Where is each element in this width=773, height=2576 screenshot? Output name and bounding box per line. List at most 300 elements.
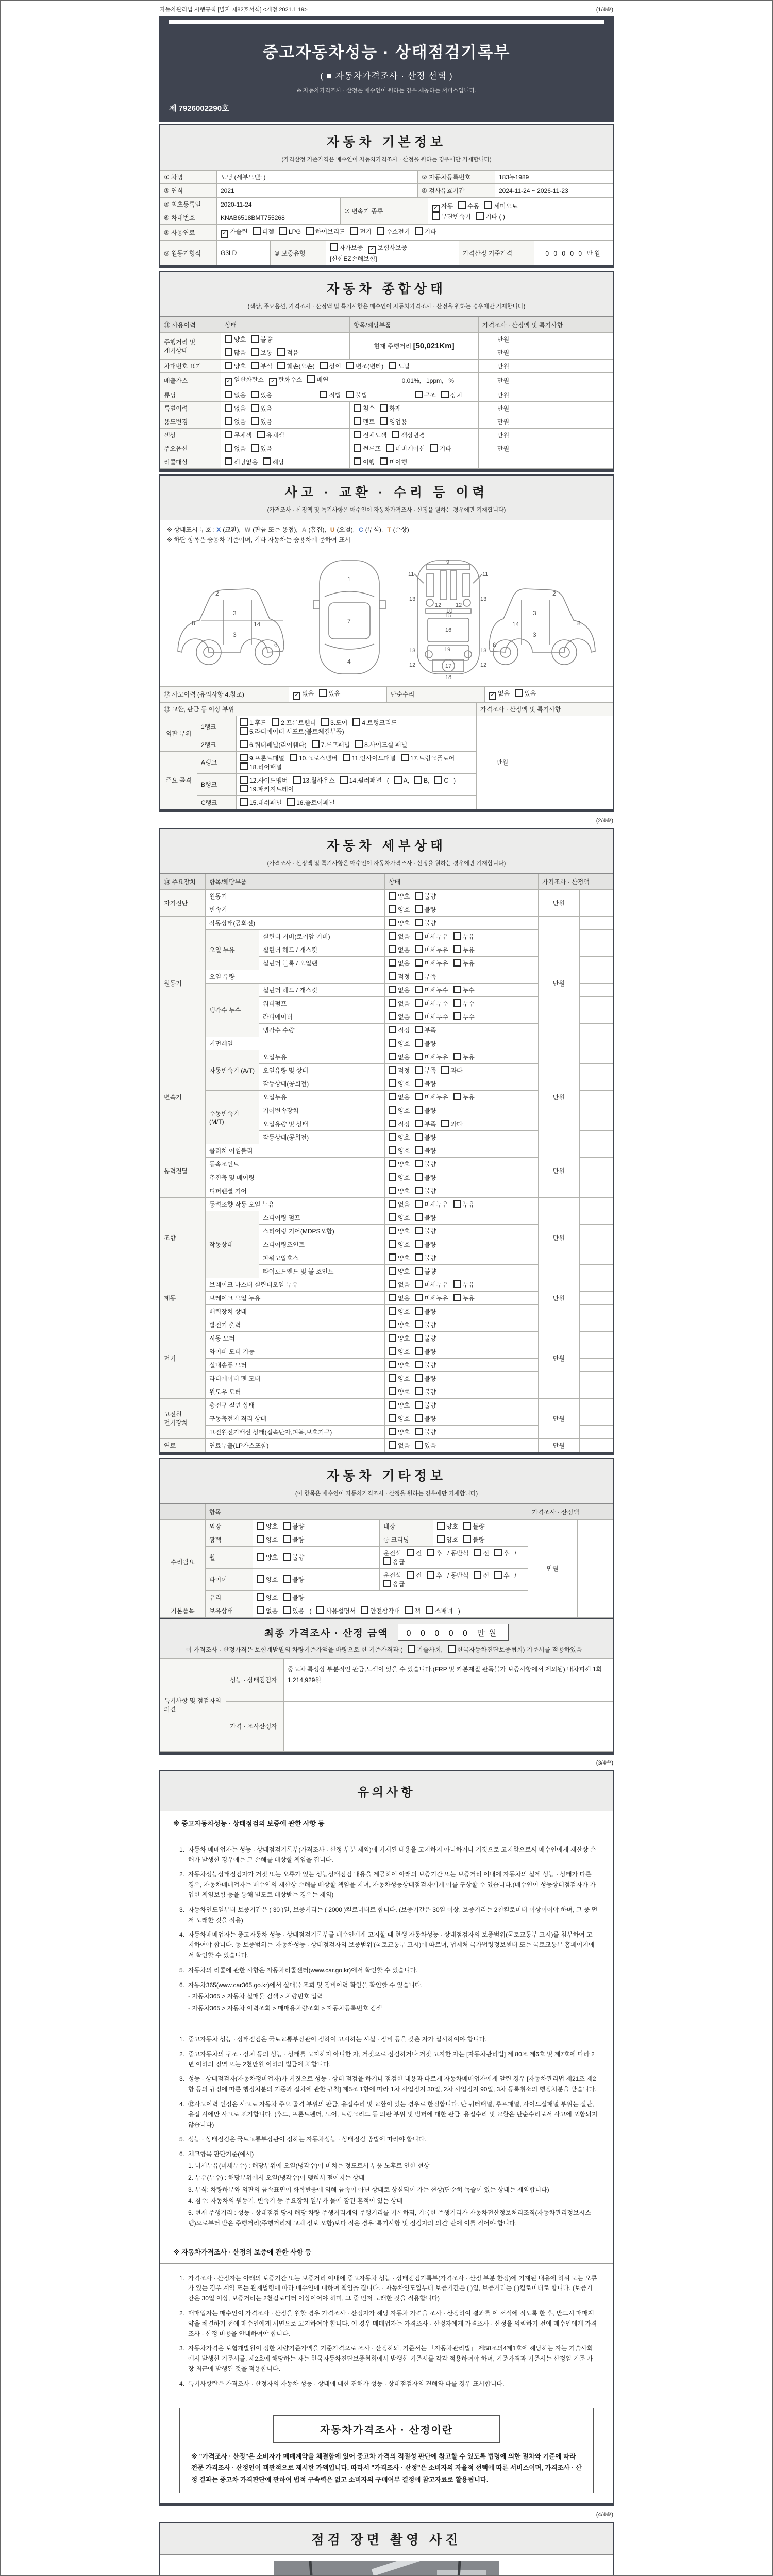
notice-number: 4. <box>179 2100 184 2108</box>
checkbox-icon <box>389 905 396 913</box>
section-subtitle: (색상, 주요옵션, 가격조사 · 산정액 및 특기사항은 매수인이 자동차가격조사 · 산정을 원하는 경우에만 기재합니다) <box>247 303 526 310</box>
checkbox-icon <box>389 1066 396 1074</box>
basic-table-1 <box>160 170 613 197</box>
section-title: 점검 장면 촬영 사진 <box>311 2533 462 2548</box>
note-cell <box>580 996 613 1010</box>
notices-body <box>160 1811 613 2400</box>
checkbox-icon <box>389 1294 396 1301</box>
checkbox-option: 누유 <box>453 1281 475 1289</box>
note-cell <box>580 1345 613 1358</box>
checkbox-icon <box>458 201 466 209</box>
checkbox-option: 안전삼각대 <box>361 1607 400 1615</box>
checkbox-option: 적정 <box>389 973 410 980</box>
price-unit: 만원 <box>539 1278 580 1318</box>
checkbox-option: 있음 <box>251 405 272 412</box>
checkbox-option: 7.루프패널 <box>312 741 350 749</box>
checkbox-icon <box>415 1267 423 1275</box>
page-number-3: (3/4쪽) <box>596 1759 613 1766</box>
status-options <box>385 943 539 956</box>
checkbox-icon <box>453 932 461 940</box>
checkbox-icon <box>377 227 384 235</box>
checkbox-icon <box>415 1187 423 1194</box>
checkbox-icon <box>321 718 329 726</box>
checkbox-option: 수동 <box>458 202 479 210</box>
checkbox-option: 없음 <box>389 1295 410 1302</box>
price-unit: 만원 <box>539 1318 580 1398</box>
note-cell <box>580 1238 613 1251</box>
device-group-label: 전기 <box>160 1318 206 1398</box>
column-header <box>160 1504 206 1519</box>
status-options <box>253 1519 380 1533</box>
item-label: 실린더 블록 / 오일팬 <box>259 956 385 970</box>
svg-text:12: 12 <box>409 662 416 668</box>
checkbox-option: 양호 <box>225 336 246 343</box>
svg-text:4: 4 <box>347 657 351 665</box>
tuning-cell <box>221 388 479 402</box>
checkbox-icon <box>415 1106 423 1114</box>
rank-options <box>237 751 477 773</box>
checkbox-option: 불량 <box>415 1388 436 1396</box>
note-cell <box>580 1077 613 1090</box>
status-options <box>385 1318 539 1331</box>
basic-table-3 <box>160 225 613 241</box>
checkbox-icon <box>389 362 396 369</box>
price-unit: 만원 <box>479 415 528 429</box>
checkbox-icon <box>476 212 484 220</box>
section-subtitle: (가격조사 · 산정액 및 특기사항은 매수인이 자동차가격조사 · 산정을 원하는 경우에만 기재합니다) <box>267 860 506 867</box>
section-basic-header <box>160 125 613 170</box>
status-options <box>385 1090 539 1104</box>
checkbox-option: 영업용 <box>380 418 407 426</box>
checkbox-option: 네비게이션 <box>386 445 425 452</box>
appraiser-label: 가격 · 조사산정자 <box>226 1701 284 1751</box>
checkbox-icon <box>415 1428 423 1435</box>
field-label: ④ 검사유효기간 <box>418 184 495 197</box>
emission-options <box>225 375 334 386</box>
notice-text: 특기사항란은 가격조사 · 산정자의 자동차 성능 · 상태에 대한 견해가 성능 · 상태점검자의 견해와 다를 경우 표시합니다. <box>188 2380 505 2387</box>
checkbox-option: 불량 <box>415 1188 436 1195</box>
rank-options <box>237 795 477 809</box>
checkbox-icon <box>320 362 328 369</box>
status-options <box>385 1144 539 1157</box>
checkbox-option: 양호 <box>257 1554 278 1561</box>
rank-label: B랭크 <box>197 773 237 795</box>
checkbox-option: 불량 <box>415 1348 436 1355</box>
device-group-label: 원동기 <box>160 916 206 1050</box>
note-cell <box>580 970 613 983</box>
notice-number: 2. <box>179 2050 184 2058</box>
checkbox-icon <box>225 444 232 452</box>
checkbox-option: 불량 <box>415 1335 436 1342</box>
checkbox-option: 전 <box>407 1572 422 1579</box>
note-cell <box>580 1211 613 1224</box>
checkbox-option: 누수 <box>453 987 475 994</box>
option-text: 운전석 <box>383 1571 401 1579</box>
checkbox-icon <box>408 1645 415 1653</box>
item-label: 오일누유 <box>259 1090 385 1104</box>
checkbox-icon <box>415 999 423 1007</box>
checkbox-option: 불량 <box>415 1134 436 1141</box>
svg-text:16: 16 <box>445 626 452 633</box>
checkbox-option: B, <box>414 777 429 784</box>
checkbox-option: 자가보증 <box>330 244 363 251</box>
detail-row <box>160 1438 613 1452</box>
checkbox-option: ✓ 보험사보증 <box>368 244 407 251</box>
checkbox-option: 해당 <box>263 459 284 466</box>
notice-number: 6. <box>179 1981 184 1989</box>
checkbox-option: 잭 <box>405 1607 421 1615</box>
section-photos-header <box>160 2523 613 2555</box>
status-options <box>385 1211 539 1224</box>
note-cell <box>528 333 613 346</box>
checkbox-icon <box>251 391 259 398</box>
column-header: ⑪ 사용이력 <box>160 317 221 333</box>
checkbox-checked-icon: ✓ <box>293 692 300 700</box>
svg-text:2: 2 <box>215 589 219 597</box>
checkbox-icon <box>251 417 259 425</box>
checkbox-icon <box>426 1606 433 1614</box>
status-options <box>385 1050 539 1063</box>
device-group-label: 제동 <box>160 1278 206 1318</box>
emission-values <box>402 377 475 384</box>
svg-text:3: 3 <box>233 609 237 617</box>
status-options <box>385 1023 539 1037</box>
item-label: 브레이크 마스터 실린더오일 누유 <box>206 1278 385 1291</box>
table-row <box>160 171 613 184</box>
checkbox-option: 누유 <box>453 946 475 954</box>
checkbox-option: 없음 <box>389 1054 410 1061</box>
notice-number: 5. <box>179 2136 184 2143</box>
svg-text:12: 12 <box>435 602 442 608</box>
checkbox-icon <box>453 1012 461 1020</box>
item-label: 동력조향 작동 오일 누유 <box>206 1197 385 1211</box>
note-cell <box>580 1291 613 1304</box>
checkbox-icon <box>389 932 396 940</box>
checkbox-icon <box>389 1106 396 1114</box>
svg-text:2: 2 <box>552 589 556 597</box>
checkbox-icon <box>415 905 423 913</box>
row-label: 타이어 <box>206 1568 253 1590</box>
checkbox-icon <box>225 404 232 412</box>
note-cell <box>580 1318 613 1331</box>
checkbox-icon <box>389 972 396 980</box>
section-detail-header <box>160 829 613 874</box>
law-reference: 자동차관리법 시행규칙 [별지 제82호서식] <개정 2021.1.19> <box>160 7 308 13</box>
checkbox-option: 17.트렁크플로어 <box>401 755 455 762</box>
checkbox-option: 불량 <box>415 1362 436 1369</box>
checkbox-icon <box>240 718 248 726</box>
svg-text:3: 3 <box>533 609 536 617</box>
notice-text: ⑫사고이력 인정은 사고로 자동차 주요 골격 부위의 판금, 용접수리 및 교환이 있는 경우로 한정합니다. 단 쿼터패널, 루프패널, 사이드실패널 부위는 절단, 용접 시에만 사고로 표기합니다. (후드, 프론트펜더, 도어, 트렁크리드 등 외판 부위 및 범퍼에 대한 판금, 용접수리 및 교환은 단순수리로서 사고에 포함되지 않습니다) <box>188 2100 598 2128</box>
note-cell <box>580 1184 613 1197</box>
checkbox-option: 불량 <box>415 893 436 900</box>
checkbox-option: 16.플로어패널 <box>287 799 335 806</box>
price-unit: 만원 <box>479 388 528 402</box>
status-options <box>221 442 350 455</box>
option-text: / 동반석 <box>447 1571 469 1579</box>
row-label: 주요옵션 <box>160 442 221 455</box>
checkbox-icon <box>283 1522 291 1530</box>
status-options <box>253 1546 380 1568</box>
item-label: 실린더 헤드 / 개스킷 <box>259 983 385 996</box>
checkbox-option: 양호 <box>225 363 246 370</box>
table-row <box>160 455 613 469</box>
checkbox-option: LPG <box>279 228 301 235</box>
checkbox-option: 침수 <box>354 405 375 412</box>
note-cell <box>580 929 613 943</box>
notice-number: 4. <box>179 1931 184 1939</box>
notice-text: 자동차365(www.car365.go.kr)에서 실매물 조회 및 정비이력 확인을 확인할 수 있습니다. - 자동차365 > 자동차 실매물 검색 > 차량번호 입력 - 자동차365 > 자동차 이력조회 > 매매용차량조회 > 자동차등록번호 검색 <box>188 1980 423 2014</box>
checkbox-option: 19.패키지트레이 <box>240 786 294 793</box>
checkbox-icon <box>437 1535 445 1543</box>
notice-number: 1. <box>179 2274 184 2282</box>
panel-rank-table <box>160 702 613 809</box>
transmission-options <box>428 198 613 225</box>
checkbox-icon <box>389 1401 396 1409</box>
checkbox-option: 누유 <box>453 933 475 940</box>
note-cell <box>580 1063 613 1077</box>
item-label: 시동 모터 <box>206 1331 385 1345</box>
checkbox-option: 누수 <box>453 1000 475 1007</box>
detail-row <box>160 1197 613 1211</box>
svg-text:11: 11 <box>482 571 489 578</box>
notice-subitem: 4. 침수: 자동차의 원동기, 변속기 등 주요장치 일부가 물에 잠긴 흔적이 있는 상태 <box>188 2197 403 2205</box>
checkbox-option: 양호 <box>389 1161 410 1168</box>
device-group-label: 조향 <box>160 1197 206 1278</box>
table-row <box>160 686 613 702</box>
field-label: 가격산정 기준가격 <box>459 241 534 265</box>
checkbox-icon <box>389 999 396 1007</box>
checkbox-option: 후 <box>494 1572 510 1579</box>
notice-block <box>160 2264 613 2400</box>
notice-item <box>176 1930 598 1960</box>
note-cell <box>580 1104 613 1117</box>
status-code-desc: (손상) <box>393 526 409 533</box>
notice-item <box>176 2379 598 2389</box>
svg-text:14: 14 <box>254 620 261 628</box>
row-label: 내장 <box>380 1519 433 1533</box>
checkbox-option: 없음 <box>389 1000 410 1007</box>
status-code-desc: (부식), <box>365 526 383 533</box>
note-cell <box>528 346 613 360</box>
checkbox-option: 양호 <box>389 1321 410 1329</box>
checkbox-option: 있음 <box>283 1607 304 1615</box>
row-label: 튜닝 <box>160 388 221 402</box>
notice-item <box>176 2049 598 2070</box>
status-options <box>385 903 539 916</box>
wheel-position-options <box>380 1546 528 1568</box>
checkbox-icon <box>407 1571 414 1579</box>
price-unit: 만원 <box>479 360 528 373</box>
note-cell <box>580 983 613 996</box>
status-options <box>385 1104 539 1117</box>
checkbox-option: 스패너 <box>426 1607 453 1615</box>
notice-subitem: 1. 미세누유(미세누수) : 해당부위에 오일(냉각수)이 비치는 정도로서 부품 노후로 인한 현상 <box>188 2162 430 2170</box>
rank-label: 2랭크 <box>197 738 237 751</box>
item-options <box>350 402 479 415</box>
checkbox-icon <box>453 959 461 967</box>
notice-block <box>160 2025 613 2240</box>
checkbox-option: 적정 <box>389 1121 410 1128</box>
section-subtitle: (가격산정 기준가격은 매수인이 자동차가격조사 · 산정을 원하는 경우에만 기재합니다) <box>281 157 492 163</box>
checkbox-icon <box>494 1571 502 1579</box>
item-label: 와이퍼 모터 기능 <box>206 1345 385 1358</box>
price-unit: 만원 <box>539 1050 580 1144</box>
row-label: 보유상태 <box>206 1604 253 1617</box>
table-row <box>160 184 613 197</box>
note-cell <box>528 373 613 388</box>
svg-text:6: 6 <box>493 641 496 649</box>
accident-history-table <box>160 686 613 702</box>
note-cell <box>528 388 613 402</box>
checkbox-option: 11.인사이드패널 <box>343 755 396 762</box>
checkbox-option: 양호 <box>389 1348 410 1355</box>
item-label: 오일누유 <box>259 1050 385 1063</box>
checkbox-option: 하이브리드 <box>306 228 345 235</box>
mileage-value: [50,021Km] <box>413 342 455 350</box>
checkbox-icon <box>354 431 361 438</box>
checkbox-icon <box>389 892 396 900</box>
photo-area <box>160 2555 613 2576</box>
row-label: 색상 <box>160 429 221 442</box>
notice-item <box>176 2149 598 2229</box>
status-options <box>385 1184 539 1197</box>
checkbox-option: 불량 <box>415 1161 436 1168</box>
checkbox-icon <box>279 227 287 235</box>
status-code: U <box>330 526 335 533</box>
checkbox-icon <box>307 375 315 383</box>
rank-label: A랭크 <box>197 751 237 773</box>
note-cell <box>528 415 613 429</box>
row-label: 유리 <box>206 1590 253 1604</box>
note-cell <box>528 455 613 469</box>
checkbox-icon <box>415 972 423 980</box>
item-label: 냉각수 수량 <box>259 1023 385 1037</box>
checkbox-icon <box>240 762 248 770</box>
checkbox-icon <box>453 1280 461 1288</box>
checkbox-option: 불량 <box>415 1147 436 1155</box>
note-cell <box>580 1425 613 1438</box>
status-options <box>385 1412 539 1425</box>
checkbox-icon <box>257 1606 264 1614</box>
checkbox-icon <box>453 1294 461 1301</box>
checkbox-icon <box>251 362 259 369</box>
notice-number: 2. <box>179 2310 184 2317</box>
checkbox-icon <box>293 776 301 784</box>
section-overall-condition <box>159 271 614 472</box>
notice-subitem: - 자동차365 > 자동차 실매물 검색 > 차량번호 입력 <box>188 1993 323 2001</box>
checkbox-option: 기타 ( ) <box>476 213 505 221</box>
checkbox-option: 미세누유 <box>415 946 448 954</box>
column-header: 가격조사 · 산정액 및 특기사항 <box>479 317 613 333</box>
svg-text:14: 14 <box>512 620 519 628</box>
checkbox-option: 응급 <box>383 1581 405 1588</box>
notice-item <box>176 2344 598 2374</box>
checkbox-option: ✓ 탄화수소 <box>269 376 302 383</box>
status-options <box>433 1533 528 1546</box>
checkbox-icon <box>415 1253 423 1261</box>
notice-text: 체크항목 판단기준(예시) 1. 미세누유(미세누수) : 해당부위에 오일(냉각수)이 비치는 정도로서 부품 노후로 인한 현상 2. 누유(누수) : 해당부위에서 오일(냉각수)이 맺혀서 떨어지는 상태 3. 부식: 차량하부와 외판의 금속표면이 화학반응에 의해 금속이 아닌 상태로 상실되어 가는 현상(단순히 녹슬어 있는 상태는 제외합니다) 4. 침수: 자동차의 원동기, 변속기 등 주요장치 일부가 물에 잠긴 흔적이 있는 상태 5. 현재 주행거리 : 성능 · 상태점검 당시 해당 차량 주행거리계의 주행거리를 기록하되, 기록한 주행거리가 자동차전산정보처리조직(자동차관리정보시스템)으로부터 받은 주행거리(주행거리계 교체 정보 포함)보다 적은 경우 '특기사항 및 점검자의 의견' 란에 이를 적어야 합니다. <box>188 2149 598 2229</box>
checkbox-option: 불량 <box>415 920 436 927</box>
checkbox-icon <box>354 404 361 412</box>
item-options <box>350 442 479 455</box>
checkbox-option: 양호 <box>389 1107 410 1114</box>
checkbox-option: 불량 <box>463 1536 484 1544</box>
checkbox-option: 기술사회, <box>408 1646 443 1653</box>
checkbox-option: 양호 <box>257 1594 278 1601</box>
table-row <box>160 442 613 455</box>
section-subtitle: (가격조사 · 산정액 및 특기사항은 매수인이 자동차가격조사 · 산정을 원하는 경우에만 기재합니다) <box>267 507 506 513</box>
checkbox-icon <box>240 740 248 748</box>
option-text: / 동반석 <box>447 1549 469 1557</box>
notice-number: 1. <box>179 2035 184 2043</box>
status-options <box>221 333 350 346</box>
checkbox-option: A, <box>394 777 409 784</box>
price-unit: 만원 <box>539 1398 580 1438</box>
checkbox-option: 양호 <box>389 1040 410 1047</box>
checkbox-option: 불량 <box>463 1523 484 1530</box>
checkbox-option: 미세누유 <box>415 933 448 940</box>
table-row <box>160 402 613 415</box>
checkbox-icon <box>346 362 354 369</box>
sub-group-label: 오일 누유 <box>206 929 259 970</box>
checkbox-option: 있음 <box>251 445 272 452</box>
checkbox-option: 누유 <box>453 960 475 967</box>
item-label: 디퍼렌셜 기어 <box>206 1184 385 1197</box>
overall-table <box>160 317 613 469</box>
notice-subitem: 5. 현재 주행거리 : 성능 · 상태점검 당시 해당 차량 주행거리계의 주행거리를 기록하되, 기록한 주행거리가 자동차전산정보처리조직(자동차관리정보시스템)으로부터 받은 주행거리(주행거리계 교체 정보 포함)보다 적은 경우 '특기사항 및 점검자의 의견' 란에 이를 적어야 합니다. <box>188 2209 591 2227</box>
checkbox-option: 없음 <box>389 933 410 940</box>
appraiser-comment <box>284 1701 613 1751</box>
checkbox-icon <box>453 986 461 993</box>
status-options <box>385 1224 539 1238</box>
note-cell <box>580 943 613 956</box>
checkbox-option: 2.프론트휀더 <box>272 719 316 726</box>
checkbox-icon <box>389 1334 396 1342</box>
svg-text:13: 13 <box>409 596 416 602</box>
panel-header-label: ⑬ 교환, 판금 등 이상 부위 <box>160 702 477 716</box>
checkbox-icon <box>415 1320 423 1328</box>
note-cell <box>580 1010 613 1023</box>
checkbox-icon <box>415 1240 423 1248</box>
checkbox-icon <box>389 945 396 953</box>
checkbox-option: 불량 <box>415 1255 436 1262</box>
checkbox-option: 부족 <box>415 973 436 980</box>
checkbox-icon <box>306 227 314 235</box>
group-label: 기본품목 <box>160 1604 206 1617</box>
table-row <box>160 388 613 402</box>
opinion-label: 특기사항 및 점검자의 의견 <box>160 1658 226 1751</box>
item-label: 클러치 어셈블리 <box>206 1144 385 1157</box>
note-cell <box>580 1144 613 1157</box>
checkbox-option: 과다 <box>441 1121 462 1128</box>
checkbox-icon <box>441 1066 449 1074</box>
checkbox-icon <box>415 1227 423 1234</box>
table-row <box>160 198 613 211</box>
checkbox-option: 상이 <box>320 363 341 370</box>
checkbox-icon <box>463 1522 471 1530</box>
checkbox-icon <box>415 1414 423 1422</box>
checkbox-option: 양호 <box>389 1147 410 1155</box>
checkbox-option: 불량 <box>415 1107 436 1114</box>
note-cell <box>580 956 613 970</box>
checkbox-icon <box>253 227 261 235</box>
checkbox-option: 훼손(오손) <box>277 363 314 370</box>
checkbox-option: 도말 <box>389 363 410 370</box>
note-cell <box>528 360 613 373</box>
checkbox-icon <box>453 999 461 1007</box>
emission-cell <box>221 373 479 388</box>
